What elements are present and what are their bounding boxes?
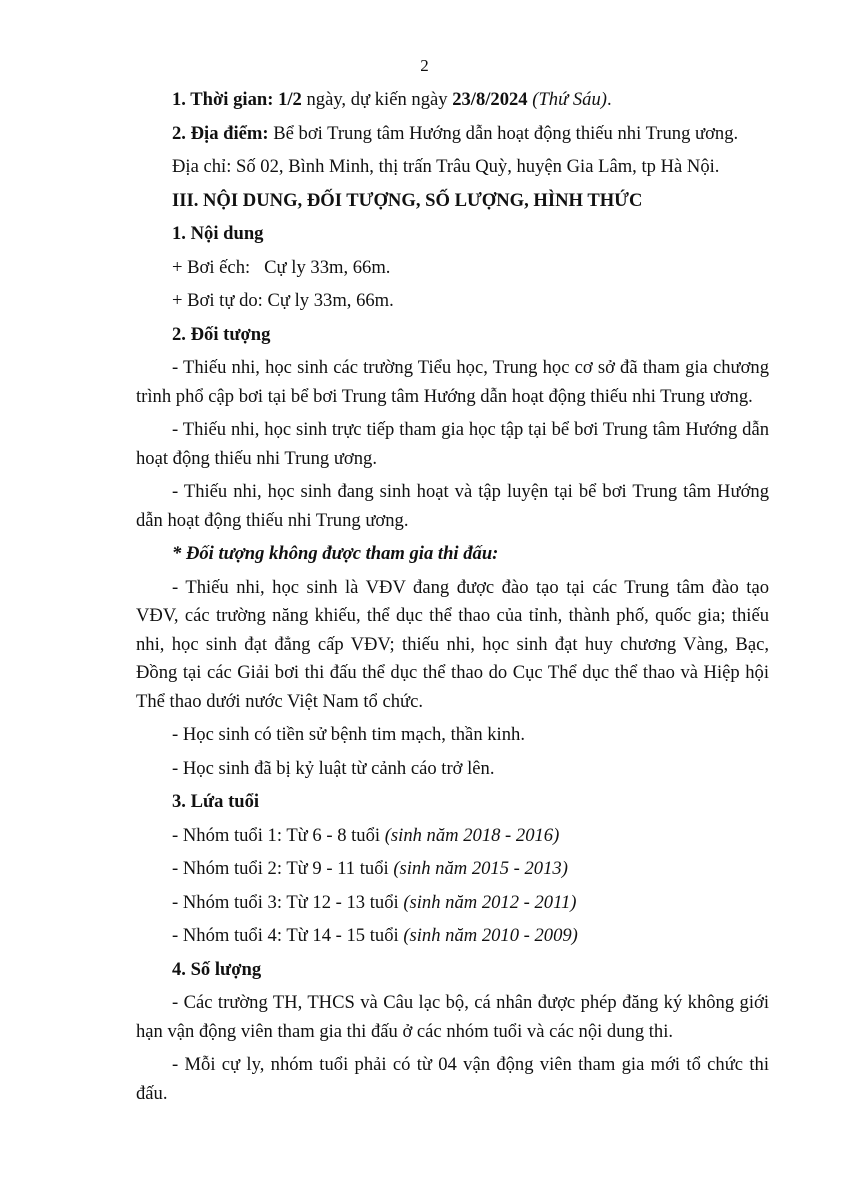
age-group-text: - Nhóm tuổi 2: Từ 9 - 11 tuổi [172, 858, 394, 879]
location-label: 2. Địa điểm: [172, 122, 269, 144]
time-paragraph [136, 86, 769, 115]
quantity-item: - Mỗi cự ly, nhóm tuổi phải có từ 04 vận động viên tham gia mới tổ chức thi đấu. [136, 1054, 769, 1104]
age-group-3 [136, 889, 769, 918]
age-group-text: - Nhóm tuổi 4: Từ 14 - 15 tuổi [172, 925, 404, 946]
location-paragraph [136, 120, 769, 149]
age-heading [136, 788, 769, 817]
subjects-heading [136, 321, 769, 350]
content-heading [136, 220, 769, 249]
age-group-note: (sinh năm 2015 - 2013) [393, 858, 568, 879]
page-number: 2 [420, 56, 429, 75]
section3-title [136, 187, 769, 216]
age-group-text: - Nhóm tuổi 1: Từ 6 - 8 tuổi [172, 824, 385, 846]
time-duration: 1/2 [278, 89, 302, 110]
age-group-4 [136, 922, 769, 951]
content-item-2: + Bơi tự do: Cự ly 33m, 66m. [172, 290, 394, 311]
location-text: Bể bơi Trung tâm Hướng dẫn hoạt động thiếu nhi Trung ương. [268, 122, 739, 144]
excluded-item: - Học sinh có tiền sử bệnh tim mạch, thần kinh. [172, 724, 525, 745]
age-group-note: (sinh năm 2010 - 2009) [403, 925, 578, 946]
subject-item: - Thiếu nhi, học sinh trực tiếp tham gia học tập tại bể bơi Trung tâm Hướng dẫn hoạt động thiếu nhi Trung ương. [136, 419, 769, 469]
content-item-1 [136, 254, 769, 283]
time-date: 23/8/2024 [452, 89, 528, 110]
age-group-1 [136, 822, 769, 851]
age-group-note: (sinh năm 2018 - 2016) [384, 824, 560, 846]
section3-title-text: III. NỘI DUNG, ĐỐI TƯỢNG, SỐ LƯỢNG, HÌNH THỨC [172, 189, 643, 211]
subject-item: - Thiếu nhi, học sinh các trường Tiểu học, Trung học cơ sở đã tham gia chương trình phổ cập bơi tại bể bơi Trung tâm Hướng dẫn hoạt động thiếu nhi Trung ương. [136, 357, 769, 407]
subjects-heading-text: 2. Đối tượng [172, 323, 271, 345]
address-paragraph: Địa chỉ: Số 02, Bình Minh, thị trấn Trâu Quỳ, huyện Gia Lâm, tp Hà Nội. [172, 156, 720, 177]
content-item-1-value: Cự ly 33m, 66m. [264, 256, 391, 278]
time-label: 1. Thời gian: [172, 89, 274, 110]
age-group-note: (sinh năm 2012 - 2011) [403, 891, 577, 913]
quantity-heading-text: 4. Số lượng [172, 958, 262, 980]
excluded-heading-text: * Đối tượng không được tham gia thi đấu: [172, 543, 499, 564]
age-heading-text: 3. Lứa tuổi [172, 791, 260, 812]
age-group-text: - Nhóm tuổi 3: Từ 12 - 13 tuổi [172, 891, 404, 913]
subject-item: - Thiếu nhi, học sinh đang sinh hoạt và tập luyện tại bể bơi Trung tâm Hướng dẫn hoạt động thiếu nhi Trung ương. [136, 481, 769, 531]
quantity-heading [136, 956, 769, 985]
excluded-heading [136, 540, 769, 569]
excluded-item: - Thiếu nhi, học sinh là VĐV đang được đào tạo tại các Trung tâm đào tạo VĐV, các trường năng khiếu, thể dục thể thao của tỉnh, thành phố, quốc gia; thiếu nhi, học sinh đạt đẳng cấp VĐV; thiếu nhi, học sinh đạt huy chương Vàng, Bạc, Đồng tại các Giải bơi thi đấu thể dục thể thao do Cục Thể dục thể thao và Hiệp hội Thể thao dưới nước Việt Nam tổ chức. [136, 576, 769, 712]
time-weekday: (Thứ Sáu) [532, 89, 607, 110]
quantity-item: - Các trường TH, THCS và Câu lạc bộ, cá nhân được phép đăng ký không giới hạn vận động viên tham gia thi đấu ở các nhóm tuổi và các nội dung thi. [136, 992, 769, 1042]
content-item-1-label: + Bơi ếch: [172, 256, 251, 278]
content-heading-text: 1. Nội dung [172, 223, 264, 244]
time-text: ngày, dự kiến ngày [301, 89, 453, 110]
age-group-2 [136, 855, 769, 884]
time-end: . [606, 89, 612, 110]
document-body [136, 86, 769, 1113]
excluded-item: - Học sinh đã bị kỷ luật từ cảnh cáo trở lên. [172, 757, 495, 779]
